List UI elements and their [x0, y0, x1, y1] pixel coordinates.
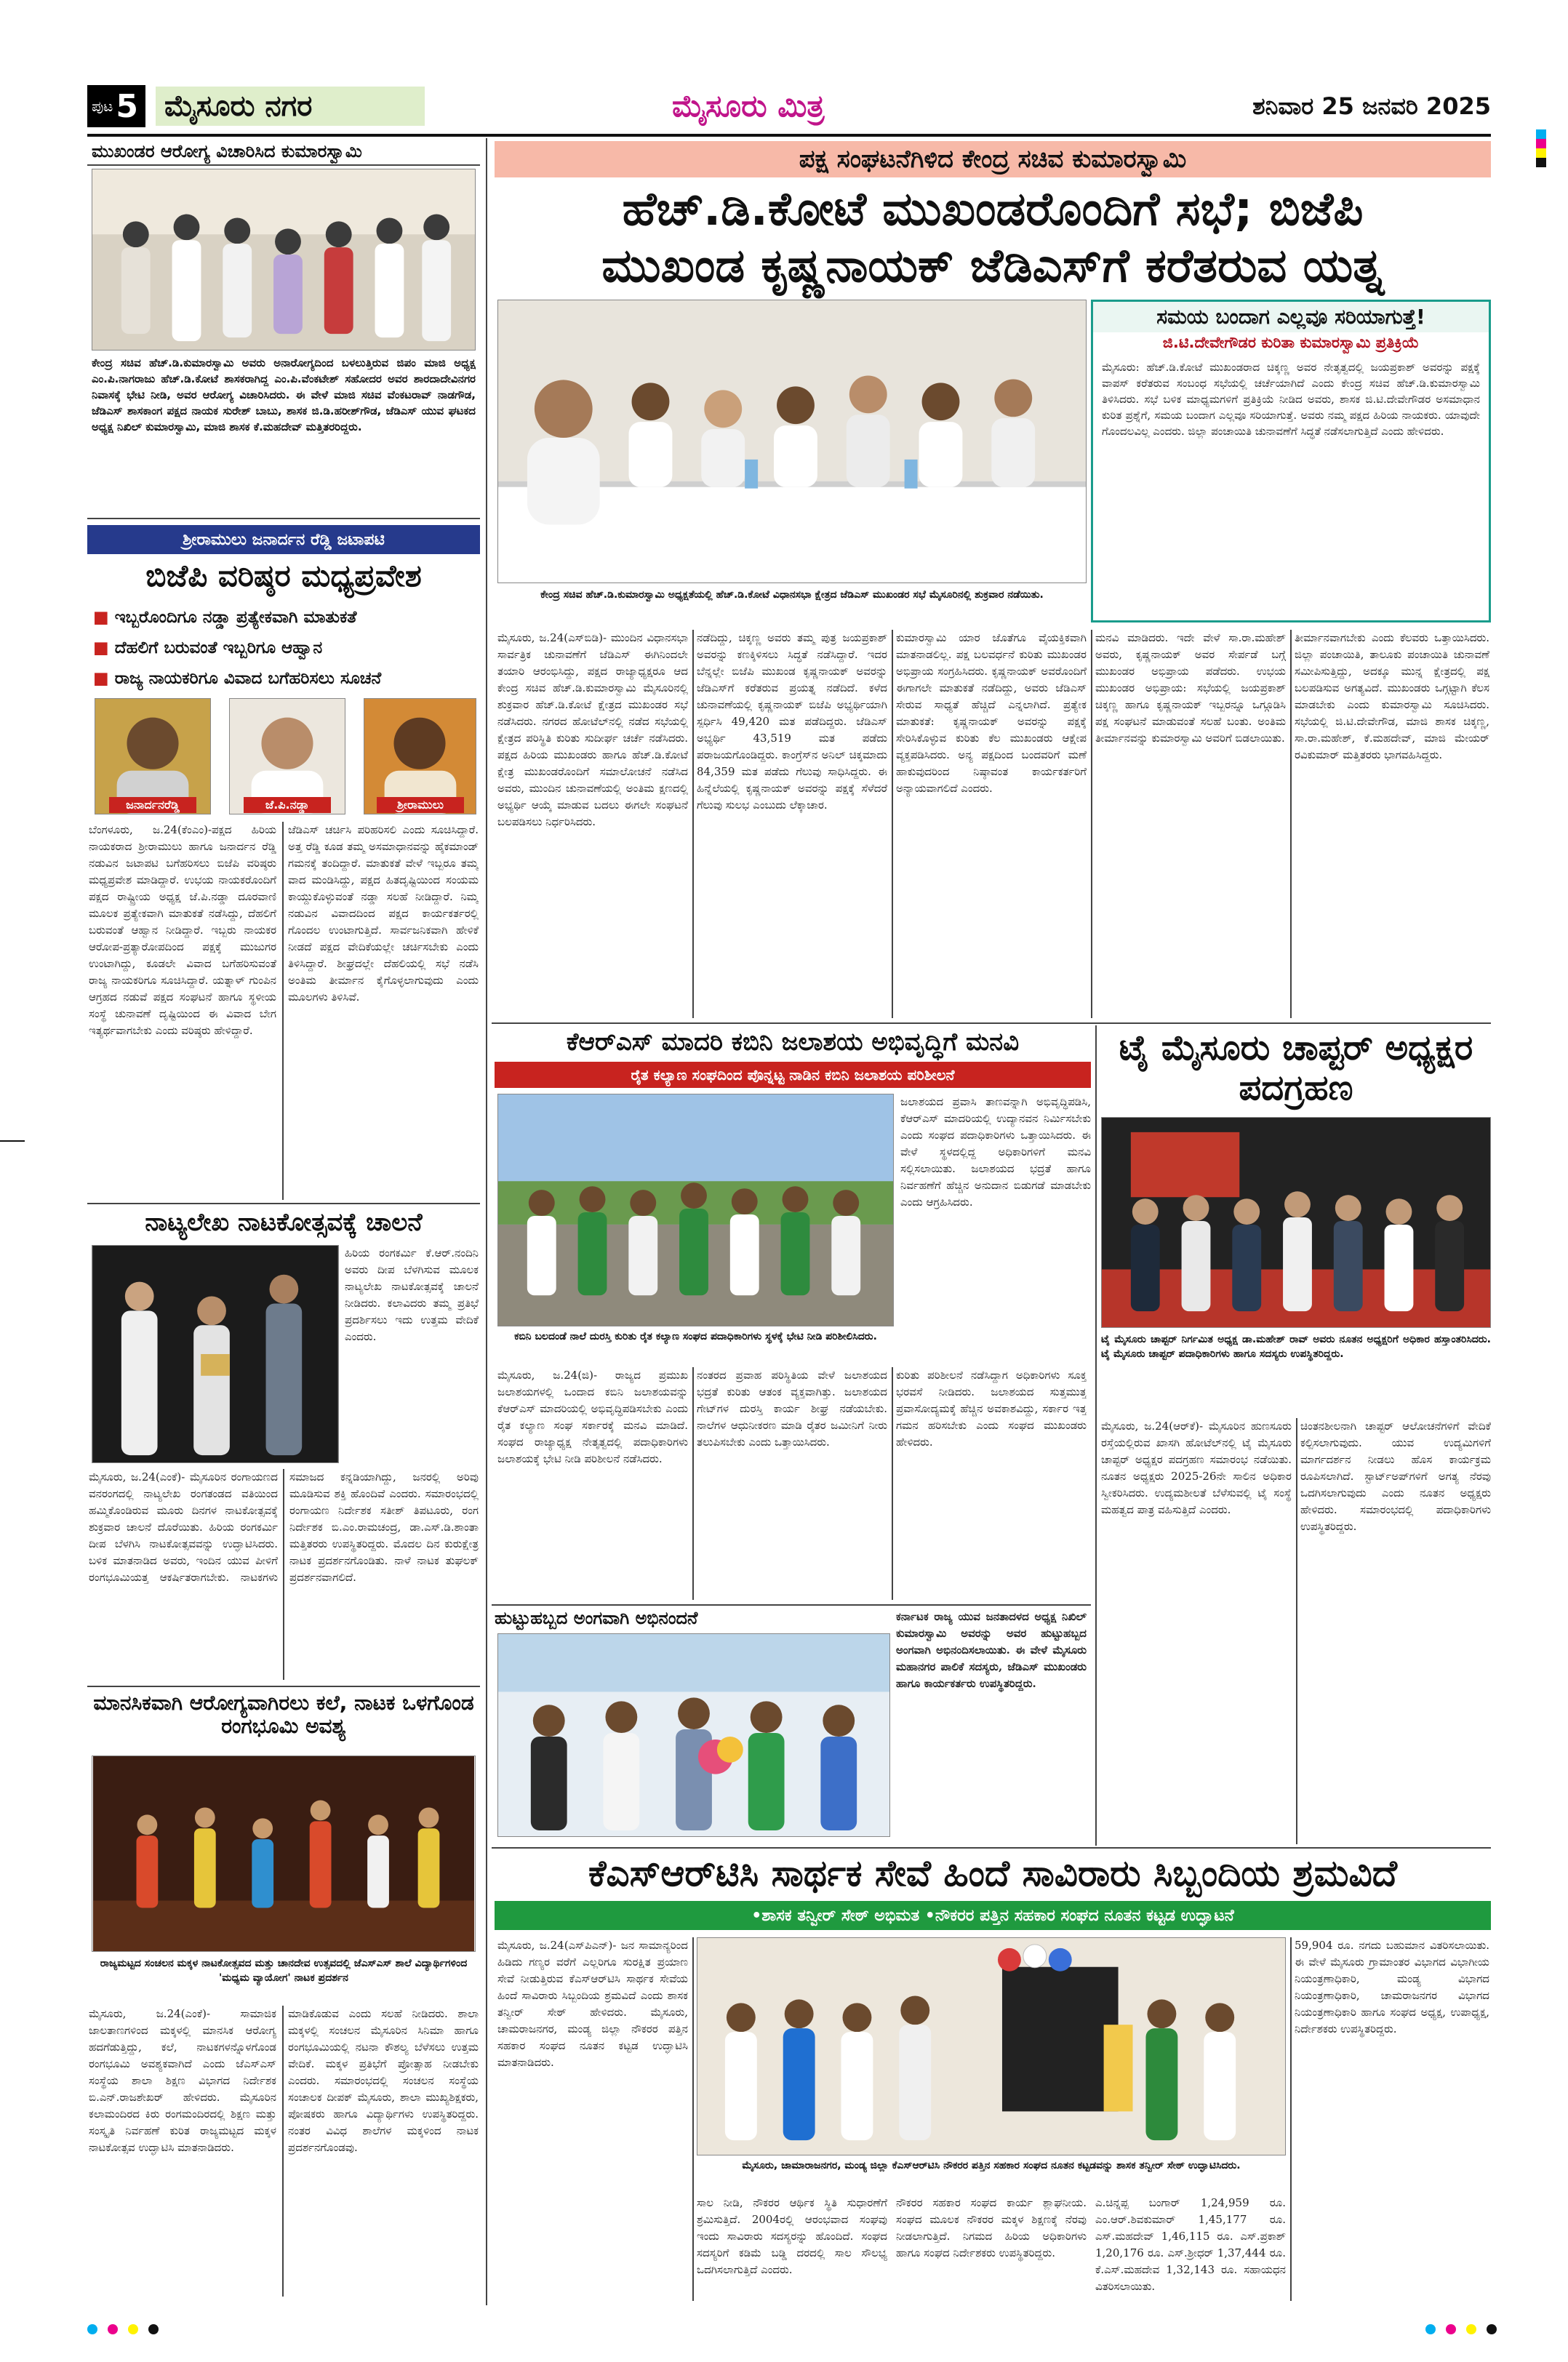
- bjp-body-col1: ಬೆಂಗಳೂರು, ಜ.24(ಕೆಂಎಂ)-ಪಕ್ಷದ ಹಿರಿಯ ನಾಯಕರಾದ ಶ್ರೀರಾಮುಲು ಹಾಗೂ ಜನಾರ್ದನ ರೆಡ್ಡಿ ನಡುವಿನ ಜಟಾಪಟಿ ಬಗೆಹರಿಸಲು ಬಿಜೆಪಿ ವರಿಷ್ಠರು ಮಧ್ಯಪ್ರವೇಶ ಮಾಡಿದ್ದಾರೆ. ಉಭಯ ನಾಯಕರೊಂದಿಗೆ ಪಕ್ಷದ ರಾಷ್ಟ್ರೀಯ ಅಧ್ಯಕ್ಷ ಜೆ.ಪಿ.ನಡ್ಡಾ ದೂರವಾಣಿ ಮೂಲಕ ಪ್ರತ್ಯೇಕವಾಗಿ ಮಾತುಕತೆ ನಡೆಸಿದ್ದು, ದೆಹಲಿಗೆ ಬರುವಂತೆ ಆಹ್ವಾನ ನೀಡಿದ್ದಾರೆ. ಇಬ್ಬರು ನಾಯಕರ ಆರೋಪ-ಪ್ರತ್ಯಾರೋಪದಿಂದ ಪಕ್ಷಕ್ಕೆ ಮುಜುಗರ ಉಂಟಾಗಿದ್ದು, ಕೂಡಲೇ ವಿವಾದ ಬಗೆಹರಿಸುವಂತೆ ರಾಜ್ಯ ನಾಯಕರಿಗೂ ಸೂಚಿಸಿದ್ದಾರೆ. ಯತ್ನಾಳ್ ಗುಂಪಿನ ಆಗ್ರಹದ ನಡುವೆ ಪಕ್ಷದ ಸಂಘಟನೆ ಹಾಗೂ ಸ್ಥಳೀಯ ಸಂಸ್ಥೆ ಚುನಾವಣೆ ದೃಷ್ಟಿಯಿಂದ ಈ ವಿವಾದ ಬೇಗ ಇತ್ಯರ್ಥವಾಗಬೇಕು ಎಂದು ವರಿಷ್ಠರು ಹೇಳಿದ್ದಾರೆ.: [89, 823, 276, 1037]
- lead-caption: ಕೇಂದ್ರ ಸಚಿವ ಹೆಚ್.ಡಿ.ಕುಮಾರಸ್ವಾಮಿ ಅಧ್ಯಕ್ಷತೆಯಲ್ಲಿ ಹೆಚ್.ಡಿ.ಕೋಟೆ ವಿಧಾನಸಭಾ ಕ್ಷೇತ್ರದ ಜೆಡಿಎಸ್ ಮುಖಂಡರ ಸಭೆ ಮೈಸೂರಿನಲ್ಲಿ ಶುಕ್ರವಾರ ನಡೆಯಿತು.: [540, 589, 1044, 601]
- registration-dots: [87, 2324, 159, 2334]
- divider: [492, 1022, 1491, 1024]
- theatre-body-col1: ಮೈಸೂರು, ಜ.24(ಎಂಕೆ)- ಸಾಮಾಜಿಕ ಜಾಲತಾಣಗಳಿಂದ ಮಕ್ಕಳಲ್ಲಿ ಮಾನಸಿಕ ಆರೋಗ್ಯ ಹದಗೆಡುತ್ತಿದ್ದು, ಕಲೆ, ನಾಟಕಗಳನ್ನೊಳಗೊಂಡ ರಂಗಭೂಮಿ ಅವಶ್ಯಕವಾಗಿದೆ ಎಂದು ಜೆಎಸ್ಎಸ್ ಸಂಸ್ಥೆಯ ಶಾಲಾ ಶಿಕ್ಷಣ ವಿಭಾಗದ ನಿರ್ದೇಶಕ ಬಿ.ಎನ್.ರಾಜಶೇಖರ್ ಹೇಳಿದರು. ಮೈಸೂರಿನ ಕಲಾಮಂದಿರದ ಕಿರು ರಂಗಮಂದಿರದಲ್ಲಿ ಶಿಕ್ಷಣ ಮತ್ತು ಸಂಸ್ಕೃತಿ ನಿರ್ವಹಣೆ ಕುರಿತ ರಾಜ್ಯಮಟ್ಟದ ಮಕ್ಕಳ ನಾಟಕೋತ್ಸವ ಉದ್ಘಾಟಿಸಿ ಮಾತನಾಡಿದರು.: [89, 2007, 276, 2154]
- kabini-photo: [497, 1094, 894, 1326]
- column-rule: [1290, 630, 1292, 1018]
- divider: [87, 518, 480, 519]
- column-rule: [692, 630, 694, 1018]
- masthead-rule: [87, 134, 1491, 137]
- column-rule: [1296, 1418, 1297, 1844]
- lead-kicker: ಪಕ್ಷ ಸಂಘಟನೆಗಿಳಿದ ಕೇಂದ್ರ ಸಚಿವ ಕುಮಾರಸ್ವಾಮಿ: [495, 141, 1491, 177]
- lead-col2: ನಡೆದಿದ್ದು, ಚಿಕ್ಕಣ್ಣ ಅವರು ತಮ್ಮ ಪುತ್ರ ಜಯಪ್ರಕಾಶ್ ಅವರನ್ನು ಕಣಕ್ಕಿಳಿಸಲು ಸಿದ್ಧತೆ ನಡೆಸಿದ್ದಾರೆ. ಇದರ ಬೆನ್ನಲ್ಲೇ ಬಿಜೆಪಿ ಮುಖಂಡ ಕೃಷ್ಣನಾಯಕ್ ಅವರನ್ನು ಜೆಡಿಎಸ್‌ಗೆ ಕರೆತರುವ ಪ್ರಯತ್ನ ನಡೆದಿದೆ. ಕಳೆದ ಚುನಾವಣೆಯಲ್ಲಿ ಕೃಷ್ಣನಾಯಕ್ ಬಿಜೆಪಿ ಅಭ್ಯರ್ಥಿಯಾಗಿ ಸ್ಪರ್ಧಿಸಿ 49,420 ಮತ ಪಡೆದಿದ್ದರು. ಜೆಡಿಎಸ್ ಅಭ್ಯರ್ಥಿ 43,519 ಮತ ಪಡೆದು ಪರಾಜಯಗೊಂಡಿದ್ದರು. ಕಾಂಗ್ರೆಸ್‌ನ ಅನಿಲ್ ಚಿಕ್ಕಮಾದು 84,359 ಮತ ಪಡೆದು ಗೆಲುವು ಸಾಧಿಸಿದ್ದರು. ಈ ಹಿನ್ನೆಲೆಯಲ್ಲಿ ಕೃಷ್ಣನಾಯಕ್ ಅವರನ್ನು ಪಕ್ಷಕ್ಕೆ ಸೆಳೆದರೆ ಗೆಲುವು ಸುಲಭ ಎಂಬುದು ಲೆಕ್ಕಾಚಾರ.: [697, 631, 887, 812]
- tie-col2: ಚಿಂತನಶೀಲನಾಗಿ ಚಾಪ್ಟರ್ ಆಲೋಚನೆಗಳಿಗೆ ವೇದಿಕೆ ಕಲ್ಪಿಸಲಾಗುವುದು. ಯುವ ಉದ್ಯಮಿಗಳಿಗೆ ಮಾರ್ಗದರ್ಶನ ನೀಡಲು ಹೊಸ ಕಾರ್ಯಕ್ರಮ ರೂಪಿಸಲಾಗಿದೆ. ಸ್ಟಾರ್ಟ್‌ಅಪ್‌ಗಳಿಗೆ ಅಗತ್ಯ ನೆರವು ಒದಗಿಸಲಾಗುವುದು ಎಂದು ನೂತನ ಅಧ್ಯಕ್ಷರು ಹೇಳಿದರು. ಸಮಾರಂಭದಲ್ಲಿ ಪದಾಧಿಕಾರಿಗಳು ಉಪಸ್ಥಿತರಿದ್ದರು.: [1300, 1420, 1491, 1533]
- tie-photo: [1101, 1117, 1491, 1328]
- sidebar-title: ಸಮಯ ಬಂದಾಗ ಎಲ್ಲವೂ ಸರಿಯಾಗುತ್ತೆ!: [1093, 302, 1489, 332]
- ksrtc-headline: ಕೆಎಸ್‌ಆರ್‌ಟಿಸಿ ಸಾರ್ಥಕ ಸೇವೆ ಹಿಂದೆ ಸಾವಿರಾರು ಸಿಬ್ಬಂದಿಯ ಶ್ರಮವಿದೆ: [588, 1852, 1397, 1894]
- birthday-photo: [497, 1633, 890, 1837]
- sidebar-subtitle: ಜಿ.ಟಿ.ದೇವೇಗೌಡರ ಕುರಿತಾ ಕುಮಾರಸ್ವಾಮಿ ಪ್ರತಿಕ್ರಿಯೆ: [1162, 334, 1420, 351]
- publication-date: ಶನಿವಾರ 25 ಜನವರಿ 2025: [1252, 92, 1491, 120]
- ksrtc-caption: ಮೈಸೂರು, ಜಾಮಾರಾಜನಗರ, ಮಂಡ್ಯ ಜಿಲ್ಲಾ ಕೆಎಸ್‌ಆರ್‌ಟಿಸಿ ನೌಕರರ ಪತ್ತಿನ ಸಹಕಾರ ಸಂಘದ ನೂತನ ಕಟ್ಟಡವನ್ನು ಶಾಸಕ ತನ್ವೀರ್ ಸೇಠ್ ಉದ್ಘಾಟಿಸಿದರು.: [742, 2160, 1241, 2171]
- ksrtc-col5: 59,904 ರೂ. ನಗದು ಬಹುಮಾನ ವಿತರಿಸಲಾಯಿತು. ಈ ವೇಳೆ ಮೈಸೂರು ಗ್ರಾಮಾಂತರ ವಿಭಾಗದ ವಿಭಾಗೀಯ ನಿಯಂತ್ರಣಾಧಿಕಾರಿ, ಮಂಡ್ಯ ವಿಭಾಗದ ನಿಯಂತ್ರಣಾಧಿಕಾರಿ, ಚಾಮರಾಜನಗರ ವಿಭಾಗದ ನಿಯಂತ್ರಣಾಧಿಕಾರಿ ಹಾಗೂ ಸಂಘದ ಅಧ್ಯಕ್ಷ, ಉಪಾಧ್ಯಕ್ಷ, ನಿರ್ದೇಶಕರು ಉಪಸ್ಥಿತರಿದ್ದರು.: [1295, 1939, 1489, 2035]
- theatre-photo: [92, 1756, 476, 1952]
- column-rule: [1290, 1937, 1292, 2301]
- lead-photo: [497, 300, 1087, 583]
- tie-headline: ಟೈ ಮೈಸೂರು ಚಾಪ್ಟರ್ ಅಧ್ಯಕ್ಷರ ಪದಗ್ರಹಣ: [1119, 1028, 1473, 1109]
- drama-photo: [92, 1245, 339, 1463]
- drama-body: ಮೈಸೂರು, ಜ.24(ಎಂಕೆ)- ಮೈಸೂರಿನ ರಂಗಾಯಣದ ವನರಂಗದಲ್ಲಿ ನಾಟ್ಯಲೇಖ ರಂಗತಂಡದ ವತಿಯಿಂದ ಹಮ್ಮಿಕೊಂಡಿರುವ ಮೂರು ದಿನಗಳ ನಾಟಕೋತ್ಸವಕ್ಕೆ ಶುಕ್ರವಾರ ಚಾಲನೆ ದೊರೆಯಿತು. ಹಿರಿಯ ರಂಗಕರ್ಮಿ ದೀಪ ಬೆಳಗಿಸಿ ನಾಟಕೋತ್ಸವವನ್ನು ಉದ್ಘಾಟಿಸಿದರು. ಬಳಿಕ ಮಾತನಾಡಿದ ಅವರು, ಇಂದಿನ ಯುವ ಪೀಳಿಗೆ ರಂಗಭೂಮಿಯತ್ತ ಆಕರ್ಷಿತರಾಗಬೇಕು. ನಾಟಕಗಳು ಸಮಾಜದ ಕನ್ನಡಿಯಾಗಿದ್ದು, ಜನರಲ್ಲಿ ಅರಿವು ಮೂಡಿಸುವ ಶಕ್ತಿ ಹೊಂದಿವೆ ಎಂದರು. ಸಮಾರಂಭದಲ್ಲಿ ರಂಗಾಯಣ ನಿರ್ದೇಶಕ ಸತೀಶ್ ತಿಪಟೂರು, ರಂಗ ನಿರ್ದೇಶಕ ಬಿ.ಎಂ.ರಾಮಚಂದ್ರ, ಡಾ.ಎಸ್.ಡಿ.ಶಾಂತಾ ಮತ್ತಿತರರು ಉಪಸ್ಥಿತರಿದ್ದರು. ಮೊದಲ ದಿನ ಕುರುಕ್ಷೇತ್ರ ನಾಟಕ ಪ್ರದರ್ಶನಗೊಂಡಿತು. ನಾಳೆ ನಾಟಕ ತುಘಲಕ್ ಪ್ರದರ್ಶನವಾಗಲಿದೆ.: [89, 1470, 479, 1584]
- lead-headline-line2: ಮುಖಂಡ ಕೃಷ್ಣನಾಯಕ್ ಜೆಡಿಎಸ್‌ಗೆ ಕರೆತರುವ ಯತ್ನ: [601, 239, 1384, 293]
- main-column-rule: [486, 138, 487, 2305]
- bullet-item: ■ ದೆಹಲಿಗೆ ಬರುವಂತೆ ಇಬ್ಬರಿಗೂ ಆಹ್ವಾನ: [93, 638, 323, 657]
- divider: [492, 1604, 1091, 1606]
- page-tag: [87, 85, 145, 127]
- portrait-label: ಜನಾರ್ದನರೆಡ್ಡಿ: [109, 797, 196, 813]
- column-rule: [282, 2006, 284, 2297]
- portrait-label: ಜೆ.ಪಿ.ನಡ್ಡಾ: [244, 797, 331, 813]
- lead-col1: ಮೈಸೂರು, ಜ.24(ಎಸ್‌ಬಿಡಿ)- ಮುಂದಿನ ವಿಧಾನಸಭಾ ಸಾರ್ವತ್ರಿಕ ಚುನಾವಣೆಗೆ ಜೆಡಿಎಸ್ ಈಗಿನಿಂದಲೇ ತಯಾರಿ ಆರಂಭಿಸಿದ್ದು, ಪಕ್ಷದ ರಾಜ್ಯಾಧ್ಯಕ್ಷರೂ ಆದ ಕೇಂದ್ರ ಸಚಿವ ಹೆಚ್.ಡಿ.ಕುಮಾರಸ್ವಾಮಿ ಮೈಸೂರಿನಲ್ಲಿ ಶುಕ್ರವಾರ ಹೆಚ್.ಡಿ.ಕೋಟೆ ಕ್ಷೇತ್ರದ ಮುಖಂಡರ ಸಭೆ ನಡೆಸಿದರು. ನಗರದ ಹೋಟೆಲ್‌ನಲ್ಲಿ ನಡೆದ ಸಭೆಯಲ್ಲಿ ಕ್ಷೇತ್ರದ ಪರಿಸ್ಥಿತಿ ಕುರಿತು ಸುದೀರ್ಘ ಚರ್ಚೆ ನಡೆಸಿದರು. ಪಕ್ಷದ ಹಿರಿಯ ಮುಖಂಡರು ಹಾಗೂ ಹೆಚ್.ಡಿ.ಕೋಟೆ ಕ್ಷೇತ್ರ ಮುಖಂಡರೊಂದಿಗೆ ಸಮಾಲೋಚನೆ ನಡೆಸಿದ ಅವರು, ಮುಂದಿನ ಚುನಾವಣೆಯಲ್ಲಿ ಅಂತಿಮ ಕ್ಷಣದಲ್ಲಿ ಅಭ್ಯರ್ಥಿ ಆಯ್ಕೆ ಮಾಡುವ ಬದಲು ಈಗಲೇ ಸಂಘಟನೆ ಬಲಪಡಿಸಲು ನಿರ್ಧರಿಸಿದರು.: [497, 631, 688, 828]
- column-rule: [1095, 1025, 1097, 1846]
- drama-side-text: ಹಿರಿಯ ರಂಗಕರ್ಮಿ ಕೆ.ಆರ್.ನಂದಿನಿ ಅವರು ದೀಪ ಬೆಳಗಿಸುವ ಮೂಲಕ ನಾಟ್ಯಲೇಖ ನಾಟಕೋತ್ಸವಕ್ಕೆ ಚಾಲನೆ ನೀಡಿದರು. ಕಲಾವಿದರು ತಮ್ಮ ಪ್ರತಿಭೆ ಪ್ರದರ್ಶಿಸಲು ಇದು ಉತ್ತಮ ವೇದಿಕೆ ಎಂದರು.: [345, 1246, 479, 1343]
- lead-col5: ತೀರ್ಮಾನವಾಗಬೇಕು ಎಂದು ಕೆಲವರು ಒತ್ತಾಯಿಸಿದರು. ಜಿಲ್ಲಾ ಪಂಚಾಯಿತಿ, ತಾಲೂಕು ಪಂಚಾಯಿತಿ ಚುನಾವಣೆ ಸಮೀಪಿಸುತ್ತಿದ್ದು, ಅದಕ್ಕೂ ಮುನ್ನ ಕ್ಷೇತ್ರದಲ್ಲಿ ಪಕ್ಷ ಬಲಪಡಿಸುವ ಅಗತ್ಯವಿದೆ. ಮುಖಂಡರು ಒಗ್ಗಟ್ಟಾಗಿ ಕೆಲಸ ಮಾಡಬೇಕು ಎಂದು ಕುಮಾರಸ್ವಾಮಿ ಸೂಚಿಸಿದರು. ಸಭೆಯಲ್ಲಿ ಜಿ.ಟಿ.ದೇವೇಗೌಡ, ಮಾಜಿ ಶಾಸಕ ಚಿಕ್ಕಣ್ಣ, ಸಾ.ರಾ.ಮಹೇಶ್, ಕೆ.ಮಹದೇವ್, ಮಾಜಿ ಮೇಯರ್ ರವಿಕುಮಾರ್ ಮತ್ತಿತರರು ಭಾಗವಹಿಸಿದ್ದರು.: [1295, 631, 1489, 761]
- column-rule: [282, 822, 284, 1200]
- bullet-item: ■ ರಾಜ್ಯ ನಾಯಕರಿಗೂ ವಿವಾದ ಬಗೆಹರಿಸಲು ಸೂಚನೆ: [93, 669, 382, 688]
- column-rule: [692, 1367, 694, 1600]
- column-rule: [892, 630, 893, 1018]
- divider: [492, 1847, 1491, 1849]
- section-name: ಮೈಸೂರು ನಗರ: [156, 87, 425, 126]
- kabini-headline: ಕೆಆರ್‌ಎಸ್ ಮಾದರಿ ಕಬಿನಿ ಜಲಾಶಯ ಅಭಿವೃದ್ಧಿಗೆ ಮನವಿ: [566, 1028, 1020, 1057]
- ksrtc-col2: ಸಾಲ ನೀಡಿ, ನೌಕರರ ಆರ್ಥಿಕ ಸ್ಥಿತಿ ಸುಧಾರಣೆಗೆ ಶ್ರಮಿಸುತ್ತಿದೆ. 2004ರಲ್ಲಿ ಆರಂಭವಾದ ಸಂಘವು ಇಂದು ಸಾವಿರಾರು ಸದಸ್ಯರನ್ನು ಹೊಂದಿದೆ. ಸಂಘದ ಸದಸ್ಯರಿಗೆ ಕಡಿಮೆ ಬಡ್ಡಿ ದರದಲ್ಲಿ ಸಾಲ ಸೌಲಭ್ಯ ಒದಗಿಸಲಾಗುತ್ತಿದೆ ಎಂದರು.: [697, 2196, 887, 2276]
- ksrtc-strip: •ಶಾಸಕ ತನ್ವೀರ್ ಸೇಠ್ ಅಭಿಮತ •ನೌಕರರ ಪತ್ತಿನ ಸಹಕಾರ ಸಂಘದ ನೂತನ ಕಟ್ಟಡ ಉದ್ಘಾಟನೆ: [495, 1901, 1491, 1930]
- column-rule: [1091, 630, 1092, 1018]
- birthday-title: ಹುಟ್ಟುಹಬ್ಬದ ಅಂಗವಾಗಿ ಅಭಿನಂದನೆ: [495, 1608, 698, 1628]
- color-bar: [1536, 129, 1546, 167]
- lead-col3: ಕುಮಾರಸ್ವಾಮಿ ಯಾರ ಜೊತೆಗೂ ವೈಯಕ್ತಿಕವಾಗಿ ಮಾತನಾಡಲಿಲ್ಲ. ಪಕ್ಷ ಬಲವರ್ಧನೆ ಕುರಿತು ಮುಖಂಡರ ಅಭಿಪ್ರಾಯ ಸಂಗ್ರಹಿಸಿದರು. ಕೃಷ್ಣನಾಯಕ್ ಅವರೊಂದಿಗೆ ಈಗಾಗಲೇ ಮಾತುಕತೆ ನಡೆದಿದ್ದು, ಅವರು ಜೆಡಿಎಸ್ ಸೇರುವ ಸಾಧ್ಯತೆ ಹೆಚ್ಚಿದೆ ಎನ್ನಲಾಗಿದೆ. ಪ್ರತ್ಯೇಕ ಮಾತುಕತೆ: ಕೃಷ್ಣನಾಯಕ್ ಅವರನ್ನು ಪಕ್ಷಕ್ಕೆ ಸೇರಿಸಿಕೊಳ್ಳುವ ಕುರಿತು ಕೆಲ ಮುಖಂಡರು ಆಕ್ಷೇಪ ವ್ಯಕ್ತಪಡಿಸಿದರು. ಅನ್ಯ ಪಕ್ಷದಿಂದ ಬಂದವರಿಗೆ ಮಣೆ ಹಾಕುವುದರಿಂದ ನಿಷ್ಠಾವಂತ ಕಾರ್ಯಕರ್ತರಿಗೆ ಅನ್ಯಾಯವಾಗಲಿದೆ ಎಂದರು.: [896, 631, 1087, 795]
- birthday-body: ಕರ್ನಾಟಕ ರಾಜ್ಯ ಯುವ ಜನತಾದಳದ ಅಧ್ಯಕ್ಷ ನಿಖಿಲ್ ಕುಮಾರಸ್ವಾಮಿ ಅವರನ್ನು ಅವರ ಹುಟ್ಟುಹಬ್ಬದ ಅಂಗವಾಗಿ ಅಭಿನಂದಿಸಲಾಯಿತು. ಈ ವೇಳೆ ಮೈಸೂರು ಮಹಾನಗರ ಪಾಲಿಕೆ ಸದಸ್ಯರು, ಜೆಡಿಎಸ್ ಮುಖಂಡರು ಹಾಗೂ ಕಾರ್ಯಕರ್ತರು ಉಪಸ್ಥಿತರಿದ್ದರು.: [896, 1610, 1087, 1690]
- hospital-story-title: ಮುಖಂಡರ ಆರೋಗ್ಯ ವಿಚಾರಿಸಿದ ಕುಮಾರಸ್ವಾಮಿ: [87, 138, 480, 166]
- hospital-caption: ಕೇಂದ್ರ ಸಚಿವ ಹೆಚ್.ಡಿ.ಕುಮಾರಸ್ವಾಮಿ ಅವರು ಅನಾರೋಗ್ಯದಿಂದ ಬಳಲುತ್ತಿರುವ ಜಿಪಂ ಮಾಜಿ ಅಧ್ಯಕ್ಷ ಎಂ.ಪಿ.ನಾಗರಾಜು ಹೆಚ್.ಡಿ.ಕೋಟೆ ಶಾಸಕರಾಗಿದ್ದ ಎಂ.ಪಿ.ವೆಂಕಟೇಶ್ ಸಹೋದರ ಅವರ ಶಾರದಾದೇವಿನಗರ ನಿವಾಸಕ್ಕೆ ಭೇಟಿ ನೀಡಿ, ಅವರ ಆರೋಗ್ಯ ವಿಚಾರಿಸಿದರು. ಈ ವೇಳೆ ಮಾಜಿ ಸಚಿವ ವೆಂಕಟರಾವ್ ನಾಡಗೌಡ, ಜೆಡಿಎಸ್ ಶಾಸಕಾಂಗ ಪಕ್ಷದ ನಾಯಕ ಸುರೇಶ್ ಬಾಬು, ಶಾಸಕ ಜಿ.ಡಿ.ಹರೀಶ್‌ಗೌಡ, ಜೆಡಿಎಸ್ ಯುವ ಘಟಕದ ಅಧ್ಯಕ್ಷ ನಿಖಿಲ್ ಕುಮಾರಸ್ವಾಮಿ, ಮಾಜಿ ಶಾಸಕ ಕೆ.ಮಹದೇವ್ ಮತ್ತಿತರರಿದ್ದರು.: [92, 356, 476, 433]
- divider: [87, 1686, 480, 1687]
- divider: [87, 1203, 480, 1204]
- theatre-caption: ರಾಜ್ಯಮಟ್ಟದ ಸಂಚಲನ ಮಕ್ಕಳ ನಾಟಕೋತ್ಸವದ ಮತ್ತು ಚಾನದೇವ ಉತ್ಸವದಲ್ಲಿ ಜೆಎಸ್ಎಸ್ ಶಾಲೆ ವಿದ್ಯಾರ್ಥಿಗಳಿಂದ 'ಮಧ್ಯಮ ವ್ಯಾಯೋಗ' ನಾಟಕ ಪ್ರದರ್ಶನ: [100, 1958, 468, 1984]
- ksrtc-col1: ಮೈಸೂರು, ಜ.24(ಎಸ್‌ಪಿಎನ್)- ಜನ ಸಾಮಾನ್ಯರಿಂದ ಹಿಡಿದು ಗಣ್ಯರ ವರೆಗೆ ಎಲ್ಲರಿಗೂ ಸುರಕ್ಷಿತ ಪ್ರಯಾಣ ಸೇವೆ ನೀಡುತ್ತಿರುವ ಕೆಎಸ್‌ಆರ್‌ಟಿಸಿ ಸಾರ್ಥಕ ಸೇವೆಯ ಹಿಂದೆ ಸಾವಿರಾರು ಸಿಬ್ಬಂದಿಯ ಶ್ರಮವಿದೆ ಎಂದು ಶಾಸಕ ತನ್ವೀರ್ ಸೇಠ್ ಹೇಳಿದರು. ಮೈಸೂರು, ಚಾಮರಾಜನಗರ, ಮಂಡ್ಯ ಜಿಲ್ಲಾ ನೌಕರರ ಪತ್ತಿನ ಸಹಕಾರ ಸಂಘದ ನೂತನ ಕಟ್ಟಡ ಉದ್ಘಾಟಿಸಿ ಮಾತನಾಡಿದರು.: [497, 1939, 688, 2069]
- kabini-body-right: ಜಲಾಶಯದ ಪ್ರವಾಸಿ ತಾಣವನ್ನಾಗಿ ಅಭಿವೃದ್ಧಿಪಡಿಸಿ, ಕೆಆರ್‌ಎಸ್ ಮಾದರಿಯಲ್ಲಿ ಉದ್ಯಾನವನ ನಿರ್ಮಿಸಬೇಕು ಎಂದು ಸಂಘದ ಪದಾಧಿಕಾರಿಗಳು ಒತ್ತಾಯಿಸಿದರು. ಈ ವೇಳೆ ಸ್ಥಳದಲ್ಲಿದ್ದ ಅಧಿಕಾರಿಗಳಿಗೆ ಮನವಿ ಸಲ್ಲಿಸಲಾಯಿತು. ಜಲಾಶಯದ ಭದ್ರತೆ ಹಾಗೂ ನಿರ್ವಹಣೆಗೆ ಹೆಚ್ಚಿನ ಅನುದಾನ ಬಿಡುಗಡೆ ಮಾಡಬೇಕು ಎಂದು ಆಗ್ರಹಿಸಿದರು.: [900, 1095, 1091, 1209]
- theatre-body-col2: ಮಾಡಿಕೊಡುವ ಎಂದು ಸಲಹೆ ನೀಡಿದರು. ಶಾಲಾ ಮಕ್ಕಳಲ್ಲಿ ಸಂಚಲನ ಮೈಸೂರಿನ ಸಿನಿಮಾ ಹಾಗೂ ರಂಗಭೂಮಿಯಲ್ಲಿ ನಟನಾ ಕೌಶಲ್ಯ ಬೆಳೆಸಲು ಉತ್ತಮ ವೇದಿಕೆ. ಮಕ್ಕಳ ಪ್ರತಿಭೆಗೆ ಪ್ರೋತ್ಸಾಹ ನೀಡಬೇಕು ಎಂದರು. ಸಮಾರಂಭದಲ್ಲಿ ಸಂಚಲನ ಸಂಸ್ಥೆಯ ಸಂಚಾಲಕ ದೀಪಕ್ ಮೈಸೂರು, ಶಾಲಾ ಮುಖ್ಯಶಿಕ್ಷಕರು, ಪೋಷಕರು ಹಾಗೂ ವಿದ್ಯಾರ್ಥಿಗಳು ಉಪಸ್ಥಿತರಿದ್ದರು. ನಂತರ ವಿವಿಧ ಶಾಲೆಗಳ ಮಕ್ಕಳಿಂದ ನಾಟಕ ಪ್ರದರ್ಶನಗೊಂಡವು.: [288, 2007, 479, 2154]
- hospital-photo: [92, 169, 476, 351]
- portrait-label: ಶ್ರೀರಾಮುಲು: [377, 797, 464, 813]
- tie-caption: ಟೈ ಮೈಸೂರು ಚಾಪ್ಟರ್ ನಿರ್ಗಮಿತ ಅಧ್ಯಕ್ಷ ಡಾ.ಮಹೇಶ್ ರಾವ್ ಅವರು ನೂತನ ಅಧ್ಯಕ್ಷರಿಗೆ ಅಧಿಕಾರ ಹಸ್ತಾಂತರಿಸಿದರು. ಟೈ ಮೈಸೂರು ಚಾಪ್ಟರ್ ಪದಾಧಿಕಾರಿಗಳು ಹಾಗೂ ಸದಸ್ಯರು ಉಪಸ್ಥಿತರಿದ್ದರು.: [1101, 1334, 1491, 1360]
- drama-headline: ನಾಟ್ಯಲೇಖ ನಾಟಕೋತ್ಸವಕ್ಕೆ ಚಾಲನೆ: [145, 1208, 423, 1237]
- ksrtc-col3: ನೌಕರರ ಸಹಕಾರ ಸಂಘದ ಕಾರ್ಯ ಶ್ಲಾಘನೀಯ. ಸಂಘದ ಮೂಲಕ ನೌಕರರ ಮಕ್ಕಳ ಶಿಕ್ಷಣಕ್ಕೆ ನೆರವು ನೀಡಲಾಗುತ್ತಿದೆ. ನಿಗಮದ ಹಿರಿಯ ಅಧಿಕಾರಿಗಳು ಹಾಗೂ ಸಂಘದ ನಿರ್ದೇಶಕರು ಉಪಸ್ಥಿತರಿದ್ದರು.: [896, 2196, 1087, 2259]
- tie-col1: ಮೈಸೂರು, ಜ.24(ಆರ್‌ಕೆ)- ಮೈಸೂರಿನ ಹುಣಸೂರು ರಸ್ತೆಯಲ್ಲಿರುವ ಖಾಸಗಿ ಹೋಟೆಲ್‌ನಲ್ಲಿ ಟೈ ಮೈಸೂರು ಚಾಪ್ಟರ್ ಅಧ್ಯಕ್ಷರ ಪದಗ್ರಹಣ ಸಮಾರಂಭ ನಡೆಯಿತು. ನೂತನ ಅಧ್ಯಕ್ಷರು 2025-26ನೇ ಸಾಲಿನ ಅಧಿಕಾರ ಸ್ವೀಕರಿಸಿದರು. ಉದ್ಯಮಶೀಲತೆ ಬೆಳೆಸುವಲ್ಲಿ ಟೈ ಸಂಸ್ಥೆ ಮಹತ್ವದ ಪಾತ್ರ ವಹಿಸುತ್ತಿದೆ ಎಂದರು.: [1101, 1420, 1292, 1516]
- theatre-headline: ಮಾನಸಿಕವಾಗಿ ಆರೋಗ್ಯವಾಗಿರಲು ಕಲೆ, ನಾಟಕ ಒಳಗೊಂಡ ರಂಗಭೂಮಿ ಅವಶ್ಯ: [93, 1691, 474, 1739]
- registration-dots: [1425, 2324, 1497, 2334]
- ksrtc-photo: [697, 1937, 1286, 2155]
- bullet-item: ■ ಇಬ್ಬರೊಂದಿಗೂ ನಡ್ಡಾ ಪ್ರತ್ಯೇಕವಾಗಿ ಮಾತುಕತೆ: [93, 608, 357, 627]
- kabini-col3: ಕುರಿತು ಪರಿಶೀಲನೆ ನಡೆಸಿದ್ದಾಗ ಅಧಿಕಾರಿಗಳು ಸೂಕ್ತ ಭರವಸೆ ನೀಡಿದರು. ಜಲಾಶಯದ ಸುತ್ತಮುತ್ತ ಪ್ರವಾಸೋದ್ಯಮಕ್ಕೆ ಹೆಚ್ಚಿನ ಅವಕಾಶವಿದ್ದು, ಸರ್ಕಾರ ಇತ್ತ ಗಮನ ಹರಿಸಬೇಕು ಎಂದು ಸಂಘದ ಮುಖಂಡರು ಹೇಳಿದರು.: [896, 1369, 1087, 1449]
- kabini-deck: ರೈತ ಕಲ್ಯಾಣ ಸಂಘದಿಂದ ಪೊನ್ನಟ್ಟ ನಾಡಿನ ಕಬಿನಿ ಜಲಾಶಯ ಪರಿಶೀಲನೆ: [495, 1062, 1091, 1088]
- bjp-headline: ಬಿಜೆಪಿ ವರಿಷ್ಠರ ಮಧ್ಯಪ್ರವೇಶ: [145, 558, 422, 593]
- kabini-col1: ಮೈಸೂರು, ಜ.24(ಜಿ)- ರಾಜ್ಯದ ಪ್ರಮುಖ ಜಲಾಶಯಗಳಲ್ಲಿ ಒಂದಾದ ಕಬಿನಿ ಜಲಾಶಯವನ್ನು ಕೆಆರ್‌ಎಸ್ ಮಾದರಿಯಲ್ಲಿ ಅಭಿವೃದ್ಧಿಪಡಿಸಬೇಕು ಎಂದು ರೈತ ಕಲ್ಯಾಣ ಸಂಘ ಸರ್ಕಾರಕ್ಕೆ ಮನವಿ ಮಾಡಿದೆ. ಸಂಘದ ರಾಜ್ಯಾಧ್ಯಕ್ಷ ನೇತೃತ್ವದಲ್ಲಿ ಪದಾಧಿಕಾರಿಗಳು ಜಲಾಶಯಕ್ಕೆ ಭೇಟಿ ನೀಡಿ ಪರಿಶೀಲನೆ ನಡೆಸಿದರು.: [497, 1369, 688, 1465]
- masthead: [87, 80, 1491, 132]
- bjp-body-col2: ಜೆಡಿಎಸ್ ಚರ್ಚಿಸಿ ಪರಿಹರಿಸಲಿ ಎಂದು ಸೂಚಿಸಿದ್ದಾರೆ. ಅತ್ತ ರೆಡ್ಡಿ ಕೂಡ ತಮ್ಮ ಅಸಮಾಧಾನವನ್ನು ಹೈಕಮಾಂಡ್ ಗಮನಕ್ಕೆ ತಂದಿದ್ದಾರೆ. ಮಾತುಕತೆ ವೇಳೆ ಇಬ್ಬರೂ ತಮ್ಮ ವಾದ ಮಂಡಿಸಿದ್ದು, ಪಕ್ಷದ ಹಿತದೃಷ್ಟಿಯಿಂದ ಸಂಯಮ ಕಾಯ್ದುಕೊಳ್ಳುವಂತೆ ನಡ್ಡಾ ಸಲಹೆ ನೀಡಿದ್ದಾರೆ. ನಿಮ್ಮ ನಡುವಿನ ವಿವಾದದಿಂದ ಪಕ್ಷದ ಕಾರ್ಯಕರ್ತರಲ್ಲಿ ಗೊಂದಲ ಉಂಟಾಗುತ್ತಿದೆ. ಸಾರ್ವಜನಿಕವಾಗಿ ಹೇಳಿಕೆ ನೀಡದೆ ಪಕ್ಷದ ವೇದಿಕೆಯಲ್ಲೇ ಚರ್ಚಿಸಬೇಕು ಎಂದು ತಿಳಿಸಿದ್ದಾರೆ. ಶೀಘ್ರದಲ್ಲೇ ದೆಹಲಿಯಲ್ಲಿ ಸಭೆ ನಡೆಸಿ ಅಂತಿಮ ತೀರ್ಮಾನ ಕೈಗೊಳ್ಳಲಾಗುವುದು ಎಂದು ಮೂಲಗಳು ತಿಳಿಸಿವೆ.: [288, 823, 479, 1004]
- page-label: ಪುಟ: [92, 97, 113, 115]
- ksrtc-col4: ಎ.ಚಿನ್ನಪ್ಪ ಬಂಗಾರ್ 1,24,959 ರೂ. ಎಂ.ಆರ್.ಶಿವಕುಮಾರ್ 1,45,177 ರೂ. ಎಸ್.ಮಹದೇವ್ 1,46,115 ರೂ. ಎಸ್.ಪ್ರಕಾಶ್ 1,20,176 ರೂ. ಎಸ್.ಶ್ರೀಧರ್ 1,37,444 ರೂ. ಕೆ.ಎಸ್.ಮಹದೇವ 1,32,143 ರೂ. ಸಹಾಯಧನ ವಿತರಿಸಲಾಯಿತು.: [1095, 2196, 1286, 2293]
- kabini-caption: ಕಬಿನಿ ಬಲದಂಡೆ ನಾಲೆ ದುರಸ್ತಿ ಕುರಿತು ರೈತ ಕಲ್ಯಾಣ ಸಂಘದ ಪದಾಧಿಕಾರಿಗಳು ಸ್ಥಳಕ್ಕೆ ಭೇಟಿ ನೀಡಿ ಪರಿಶೀಲಿಸಿದರು.: [514, 1331, 877, 1342]
- sidebar-body: ಮೈಸೂರು: ಹೆಚ್.ಡಿ.ಕೋಟೆ ಮುಖಂಡರಾದ ಚಿಕ್ಕಣ್ಣ ಅವರ ನೇತೃತ್ವದಲ್ಲಿ ಜಯಪ್ರಕಾಶ್ ಅವರನ್ನು ಪಕ್ಷಕ್ಕೆ ವಾಪಸ್ ಕರೆತರುವ ಸಂಬಂಧ ಸಭೆಯಲ್ಲಿ ಚರ್ಚೆಯಾಗಿದೆ ಎಂದು ಕೇಂದ್ರ ಸಚಿವ ಹೆಚ್.ಡಿ.ಕುಮಾರಸ್ವಾಮಿ ತಿಳಿಸಿದರು. ಸಭೆ ಬಳಿಕ ಮಾಧ್ಯಮಗಳಿಗೆ ಪ್ರತಿಕ್ರಿಯೆ ನೀಡಿದ ಅವರು, ಶಾಸಕ ಜಿ.ಟಿ.ದೇವೇಗೌಡರ ಅಸಮಾಧಾನ ಕುರಿತ ಪ್ರಶ್ನೆಗೆ, ಸಮಯ ಬಂದಾಗ ಎಲ್ಲವೂ ಸರಿಯಾಗುತ್ತೆ. ಅವರು ನಮ್ಮ ಪಕ್ಷದ ಹಿರಿಯ ನಾಯಕರು. ಯಾವುದೇ ಗೊಂದಲವಿಲ್ಲ ಎಂದರು. ಜಿಲ್ಲಾ ಪಂಚಾಯಿತಿ ಚುನಾವಣೆಗೆ ಸಿದ್ಧತೆ ನಡೆಸಲಾಗುತ್ತಿದೆ ಎಂದು ಹೇಳಿದರು.: [1102, 361, 1480, 438]
- bjp-bullets: [93, 602, 479, 694]
- column-rule: [892, 1367, 893, 1600]
- trim-mark: [0, 1140, 25, 1142]
- column-rule: [692, 1937, 694, 2301]
- paper-name: ಮೈಸೂರು ಮಿತ್ರ: [672, 88, 825, 124]
- lead-col4: ಮನವಿ ಮಾಡಿದರು. ಇದೇ ವೇಳೆ ಸಾ.ರಾ.ಮಹೇಶ್ ಅವರು, ಕೃಷ್ಣನಾಯಕ್ ಅವರ ಸೇರ್ಪಡೆ ಬಗ್ಗೆ ಮುಖಂಡರ ಅಭಿಪ್ರಾಯ ಪಡೆದರು. ಉಭಯ ಮುಖಂಡರ ಅಭಿಪ್ರಾಯ: ಸಭೆಯಲ್ಲಿ ಜಯಪ್ರಕಾಶ್ ಚಿಕ್ಕಣ್ಣ ಹಾಗೂ ಕೃಷ್ಣನಾಯಕ್ ಇಬ್ಬರನ್ನೂ ಒಗ್ಗೂಡಿಸಿ ಪಕ್ಷ ಸಂಘಟನೆ ಮಾಡುವಂತೆ ಸಲಹೆ ಬಂತು. ಅಂತಿಮ ತೀರ್ಮಾನವನ್ನು ಕುಮಾರಸ್ವಾಮಿ ಅವರಿಗೆ ಬಿಡಲಾಯಿತು.: [1095, 631, 1286, 745]
- page-number: 5: [116, 87, 138, 125]
- sidebar-box: [1091, 300, 1491, 622]
- kabini-col2: ನಂತರದ ಪ್ರವಾಹ ಪರಿಸ್ಥಿತಿಯ ವೇಳೆ ಜಲಾಶಯದ ಭದ್ರತೆ ಕುರಿತು ಆತಂಕ ವ್ಯಕ್ತವಾಗಿತ್ತು. ಜಲಾಶಯದ ಗೇಟ್‌ಗಳ ದುರಸ್ತಿ ಕಾರ್ಯ ಶೀಘ್ರ ನಡೆಯಬೇಕು. ನಾಲೆಗಳ ಆಧುನೀಕರಣ ಮಾಡಿ ರೈತರ ಜಮೀನಿಗೆ ನೀರು ತಲುಪಿಸಬೇಕು ಎಂದು ಒತ್ತಾಯಿಸಿದರು.: [697, 1369, 887, 1449]
- lead-headline-line1: ಹೆಚ್.ಡಿ.ಕೋಟೆ ಮುಖಂಡರೊಂದಿಗೆ ಸಭೆ; ಬಿಜೆಪಿ: [622, 183, 1364, 236]
- bjp-strip: ಶ್ರೀರಾಮುಲು ಜನಾರ್ದನ ರೆಡ್ಡಿ ಜಟಾಪಟಿ: [87, 525, 480, 554]
